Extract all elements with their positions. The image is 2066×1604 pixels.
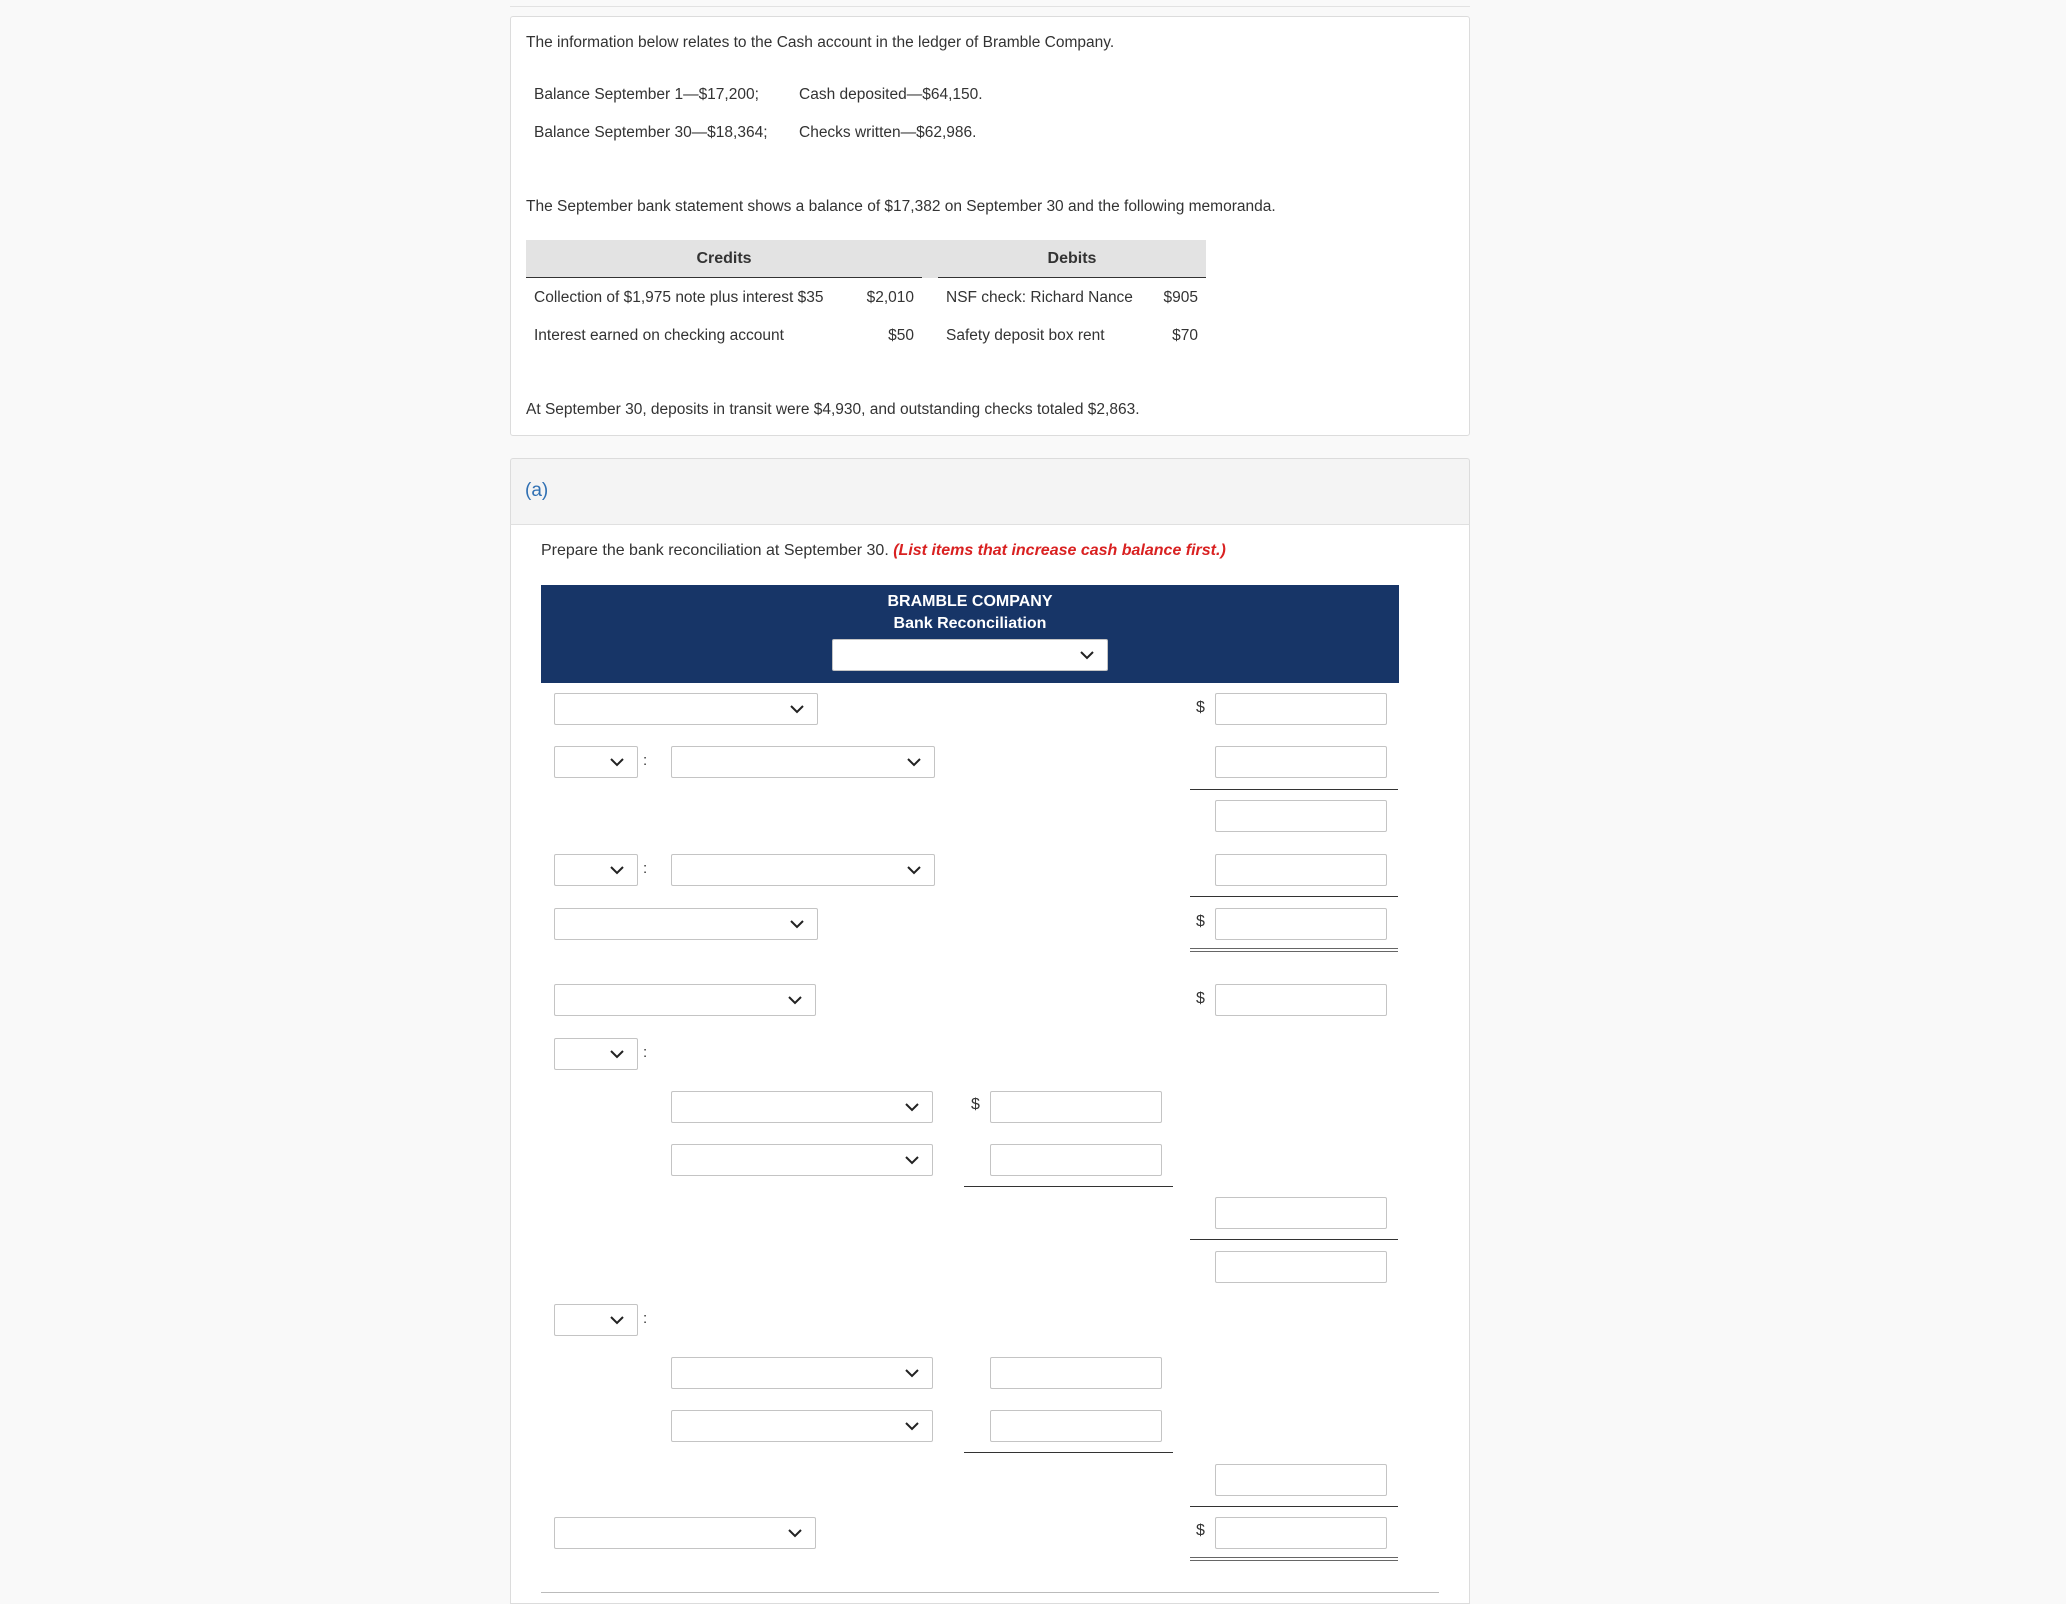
amount-input[interactable] <box>1215 908 1387 940</box>
amount-input[interactable] <box>990 1357 1162 1389</box>
dollar-sign: $ <box>1196 990 1205 1007</box>
chevron-down-icon <box>787 1526 803 1540</box>
line-item-select[interactable] <box>671 854 935 886</box>
amount-input[interactable] <box>1215 800 1387 832</box>
debit-item-amount: $905 <box>1163 289 1198 306</box>
amount-input[interactable] <box>990 1091 1162 1123</box>
part-a-body <box>510 524 1470 1604</box>
company-name: BRAMBLE COMPANY <box>887 593 1053 610</box>
amount-input[interactable] <box>990 1410 1162 1442</box>
part-a-header <box>510 458 1470 524</box>
chevron-down-icon <box>789 917 805 931</box>
amount-input[interactable] <box>1215 1517 1387 1549</box>
add-less-select[interactable] <box>554 746 638 778</box>
colon: : <box>643 860 648 877</box>
date-select[interactable] <box>832 639 1108 671</box>
line-item-select[interactable] <box>671 1091 933 1123</box>
add-less-select[interactable] <box>554 1038 638 1070</box>
debits-header <box>922 240 1206 278</box>
subtotal-rule <box>1190 896 1398 897</box>
subtotal-rule <box>964 1452 1173 1453</box>
line-item-select[interactable] <box>554 1517 816 1549</box>
debits-header-label: Debits <box>1047 250 1097 267</box>
amount-input[interactable] <box>1215 746 1387 778</box>
chevron-down-icon <box>904 1153 920 1167</box>
subtotal-rule <box>1190 1239 1398 1240</box>
subtotal-rule <box>1190 1506 1398 1507</box>
closing-text: At September 30, deposits in transit were $4,930, and outstanding checks totaled $2,863. <box>526 401 1140 418</box>
report-title: Bank Reconciliation <box>893 615 1047 632</box>
line-item-select[interactable] <box>671 1357 933 1389</box>
line-item-select[interactable] <box>671 1410 933 1442</box>
dollar-sign: $ <box>1196 699 1205 716</box>
amount-input[interactable] <box>1215 1464 1387 1496</box>
chevron-down-icon <box>904 1419 920 1433</box>
credit-item-label: Interest earned on checking account <box>534 327 784 344</box>
cash-deposited: Cash deposited—$64,150. <box>799 86 983 103</box>
debit-item-amount: $70 <box>1172 327 1198 344</box>
amount-input[interactable] <box>1215 854 1387 886</box>
credits-header-label: Credits <box>696 250 752 267</box>
credit-item-amount: $50 <box>888 327 914 344</box>
instruction <box>541 542 1226 560</box>
amount-input[interactable] <box>1215 1197 1387 1229</box>
line-item-select[interactable] <box>671 746 935 778</box>
credit-item-label: Collection of $1,975 note plus interest $35 <box>534 289 824 306</box>
chevron-down-icon <box>787 993 803 1007</box>
add-less-select[interactable] <box>554 1304 638 1336</box>
chevron-down-icon <box>1079 648 1095 662</box>
statement-text: The September bank statement shows a balance of $17,382 on September 30 and the following memoranda. <box>526 198 1276 215</box>
colon: : <box>643 1044 648 1061</box>
chevron-down-icon <box>609 863 625 877</box>
checks-written: Checks written—$62,986. <box>799 124 977 141</box>
amount-input[interactable] <box>1215 1251 1387 1283</box>
instruction-note: (List items that increase cash balance first.) <box>893 542 1226 559</box>
balance-sep1: Balance September 1—$17,200; <box>534 86 759 103</box>
chevron-down-icon <box>609 1047 625 1061</box>
chevron-down-icon <box>906 755 922 769</box>
dollar-sign: $ <box>971 1096 980 1113</box>
top-divider <box>510 6 1470 7</box>
amount-input[interactable] <box>990 1144 1162 1176</box>
colon: : <box>643 1310 648 1327</box>
subtotal-rule <box>1190 789 1398 790</box>
double-rule <box>1190 948 1398 952</box>
debit-item-label: Safety deposit box rent <box>946 327 1105 344</box>
dollar-sign: $ <box>1196 913 1205 930</box>
credits-header-rule <box>526 277 922 278</box>
chevron-down-icon <box>904 1100 920 1114</box>
colon: : <box>643 752 648 769</box>
chevron-down-icon <box>789 702 805 716</box>
chevron-down-icon <box>609 755 625 769</box>
section-bottom-divider <box>541 1592 1439 1593</box>
chevron-down-icon <box>904 1366 920 1380</box>
chevron-down-icon <box>906 863 922 877</box>
problem-card <box>510 16 1470 436</box>
subtotal-rule <box>964 1186 1173 1187</box>
credit-item-amount: $2,010 <box>866 289 914 306</box>
credits-header <box>526 240 922 278</box>
chevron-down-icon <box>609 1313 625 1327</box>
debits-header-rule <box>938 277 1206 278</box>
intro-text: The information below relates to the Cash account in the ledger of Bramble Company. <box>526 34 1115 51</box>
balance-sep30: Balance September 30—$18,364; <box>534 124 768 141</box>
line-item-select[interactable] <box>554 908 818 940</box>
instruction-text: Prepare the bank reconciliation at September 30. <box>541 542 889 559</box>
line-item-select[interactable] <box>671 1144 933 1176</box>
amount-input[interactable] <box>1215 693 1387 725</box>
dollar-sign: $ <box>1196 1522 1205 1539</box>
line-item-select[interactable] <box>554 984 816 1016</box>
part-a-label: (a) <box>525 480 549 501</box>
line-item-select[interactable] <box>554 693 818 725</box>
double-rule <box>1190 1557 1398 1561</box>
amount-input[interactable] <box>1215 984 1387 1016</box>
debit-item-label: NSF check: Richard Nance <box>946 289 1133 306</box>
add-less-select[interactable] <box>554 854 638 886</box>
